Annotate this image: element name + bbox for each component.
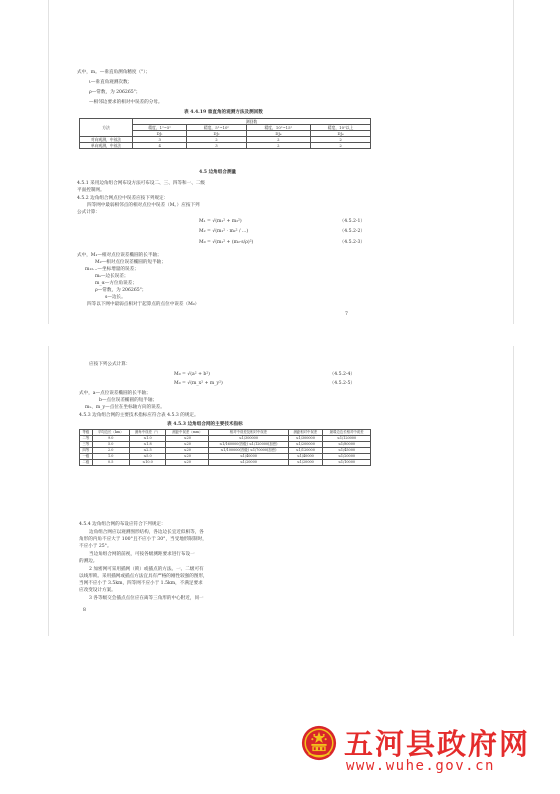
table-cell: 2 (246, 143, 310, 149)
paragraph-line: 3 各等级交会插点点位应在离等三角形的中心附近，同一 (89, 596, 204, 601)
table-header: 测回数 (133, 119, 371, 125)
section-title: 4.5 边角组合测量 (199, 170, 237, 175)
table-cell: ≤20 (166, 442, 209, 448)
edge-angle-table (79, 429, 371, 466)
table-cell: ≤1/200000 (288, 442, 323, 448)
paragraph-line: 平面控制网。 (77, 188, 105, 193)
definition-line: M₂—相对点位误差椭圆的短半轴； (95, 260, 166, 265)
table-cell: ≤1/20000 (288, 460, 323, 466)
table-cell: 3 (133, 137, 187, 143)
paragraph-line: 4.5.2 边角组合网点位中误差应按下列规定： (77, 196, 169, 201)
table-cell: 5.0 (92, 442, 129, 448)
definition-line: m₁₂...—坐标增量的误差； (85, 267, 139, 272)
paragraph-line: 的测边。 (79, 559, 98, 564)
table-cell: ≤1/120000 (288, 448, 323, 454)
vertical-angle-table (79, 118, 371, 149)
table-cell: 对向观测，中丝法 (80, 137, 133, 143)
definition-line: 式中，a—点位误差椭圆的长半轴； (79, 391, 151, 396)
paragraph-line: 应改变设计方案。 (79, 588, 116, 593)
table-cell: 0.5 (92, 460, 129, 466)
table-header: 平均边长（km） (92, 430, 129, 436)
table-cell: ≤20 (166, 448, 209, 454)
table-header: 精度，10"以上 (311, 125, 371, 131)
definition-line: 四等以下网中最弱点相对于起算点的点位中误差（M₀） (87, 302, 200, 307)
paragraph-line: 公式计算： (77, 210, 100, 215)
formula-number: （4.5.2-5） (329, 381, 355, 386)
formula: M₀ = √(m_x² + m_y²) (174, 381, 223, 386)
symbol-line: ρ—常数，为 206265"； (89, 90, 141, 95)
national-emblem-icon (300, 724, 338, 762)
table-cell: ≤1/10000 (323, 460, 371, 466)
paragraph-line: 以线形锁。采用插网或插点方法宜具有严格的刚性较强的图形， (79, 574, 208, 579)
table-cell: 1.0 (92, 454, 129, 460)
formula-number: （4.5.2-2） (339, 229, 365, 234)
definition-line: 式中，M₁—相对点位误差椭圆的长半轴； (77, 253, 162, 258)
formula-number: （4.5.2-3） (339, 240, 365, 245)
table-cell: 单向观测，中丝法 (80, 143, 133, 149)
formula: M₀ = √(m₁² + (m₂·s/ρ)²) (199, 240, 254, 245)
document-page-2 (48, 346, 514, 636)
formula: M₁ = √(m₁² + m₂²) (199, 219, 242, 224)
definition-line: mₛ—边长误差； (95, 274, 129, 279)
table-cell: 二级 (80, 460, 93, 466)
paragraph-line: 4.5.1 采用边角组合网布设方法可布设二、三、四等和一、二级 (77, 181, 205, 186)
table-cell: 二等 (80, 436, 93, 442)
paragraph-line: 角形的内角不应大于 100°且不应小于 30°，当受地形限制时， (79, 537, 207, 542)
table-cell: ≤1/20000 (209, 460, 288, 466)
table-cell: ≤1/300000 (288, 436, 323, 442)
paragraph-line: 不应小于 25°。 (79, 544, 112, 549)
paragraph-line: 应按下列公式计算： (89, 362, 131, 367)
table-cell: 2 (311, 137, 371, 143)
page-number: 7 (345, 312, 348, 317)
table-cell: ≤1.8 (129, 442, 166, 448)
table-cell: ≤1/40000 (209, 454, 288, 460)
table-header: 精度，5"~10" (187, 125, 246, 131)
table-header: 相对中误差及相对中误差 (209, 430, 288, 436)
table-cell: 9.0 (92, 436, 129, 442)
paragraph-line: 当边角组合网的前视，可按各级测距要求进行布设一 (89, 552, 195, 557)
table-cell: 三等 (80, 442, 93, 448)
paragraph-line: 当网不应小于 3.5km，四等网不应小于 1.5km，不满足要求 (79, 581, 203, 586)
paragraph-line: 2 加密网可采用插网（锁）或插点的方法。一、二级可有 (89, 567, 204, 572)
watermark-url: www.wuhe.gov.cn (346, 758, 495, 774)
page-number: 8 (83, 608, 86, 613)
table-header: DJ₁ (133, 131, 187, 137)
table-cell: 2 (311, 143, 371, 149)
table-header: DJ₆ (311, 131, 371, 137)
table-header: 精度，1"~5" (133, 125, 187, 131)
table-cell: 3 (187, 143, 246, 149)
table-title: 表 4.5.3 边角组合网的主要技术指标 (167, 422, 243, 427)
table-cell: ≤1/40000 (288, 454, 323, 460)
table-cell: ≤10.0 (129, 460, 166, 466)
table-header: 最弱边边长相对中误差 (323, 430, 371, 436)
table-cell: 2 (187, 137, 246, 143)
table-header: 方法 (80, 119, 133, 137)
table-cell: ≤1/120000 (323, 436, 371, 442)
definition-line: ρ—常数，为 206265"； (95, 288, 147, 293)
definition-line: s—边长。 (105, 295, 126, 300)
definition-line: m_α—方位角误差； (95, 281, 137, 286)
watermark-title: 五河县政府网 (344, 727, 531, 761)
symbol-line: 式中，m。—垂直角测角精度（"）； (77, 70, 151, 75)
paragraph-line: 4.5.3 边角组合网的主要技术指标应符合表 4.5.3 的规定。 (79, 413, 199, 418)
table-header: 测距相对中误差 (288, 430, 323, 436)
table-cell: ≤2.5 (129, 448, 166, 454)
paragraph-line: 四等网中最弱相邻点的相对点位中误差（M。）应按下列 (87, 203, 200, 208)
table-row (80, 143, 371, 149)
symbol-line: ι—垂直角观测次数； (89, 80, 133, 85)
paragraph-line: 4.5.4 边角组合网的布设应符合下列规定： (79, 522, 166, 527)
document-page-1 (48, 0, 514, 324)
definition-line: mₓ、m_y—点位在坐标轴方向的误差。 (85, 405, 165, 410)
table-header: DJ₂ (187, 131, 246, 137)
table-cell: ≤1/20000 (323, 454, 371, 460)
table-header: 测角中误差（"） (129, 430, 166, 436)
table-cell: 2 (246, 137, 310, 143)
formula: M₂ = √(m₁² · m₂² / ...) (199, 229, 249, 234)
table-row (80, 460, 371, 466)
formula-number: （4.5.2-1） (339, 219, 365, 224)
symbol-line: —相邻边要求的相对中误差的分母。 (89, 100, 163, 105)
table-cell: 2.0 (92, 448, 129, 454)
table-cell: 一级 (80, 454, 93, 460)
paragraph-line: 边角组合网应以观测图形结构，各边边长宜近似相等，各 (89, 530, 204, 535)
table-header: 测距中误差（mm） (166, 430, 209, 436)
table-cell: ≤20 (166, 460, 209, 466)
table-cell: 4 (133, 143, 187, 149)
table-header: DJ₆ (246, 131, 310, 137)
table-cell: ≤1/160000(首级) ≤1/120000(加密) (209, 442, 288, 448)
table-cell: ≤5.0 (129, 454, 166, 460)
table-cell: ≤1.0 (129, 436, 166, 442)
table-cell: ≤20 (166, 436, 209, 442)
table-title: 表 4.4.19 垂直角的观测方法及测回数 (184, 110, 263, 115)
table-cell: 四等 (80, 448, 93, 454)
formula: M₀ = √(a² + b²) (174, 372, 210, 377)
site-watermark (300, 722, 531, 774)
table-cell: ≤1/80000 (323, 442, 371, 448)
table-cell: ≤1/300000 (209, 436, 288, 442)
table-cell: ≤20 (166, 454, 209, 460)
formula-number: （4.5.2-4） (329, 372, 355, 377)
table-cell: ≤1/45000 (323, 448, 371, 454)
table-header: 等级 (80, 430, 93, 436)
table-header: 精度，10"~15" (246, 125, 310, 131)
table-cell: ≤1/100000(首级) ≤1/70000(加密) (209, 448, 288, 454)
definition-line: b—点位误差椭圆的短半轴； (99, 398, 158, 403)
